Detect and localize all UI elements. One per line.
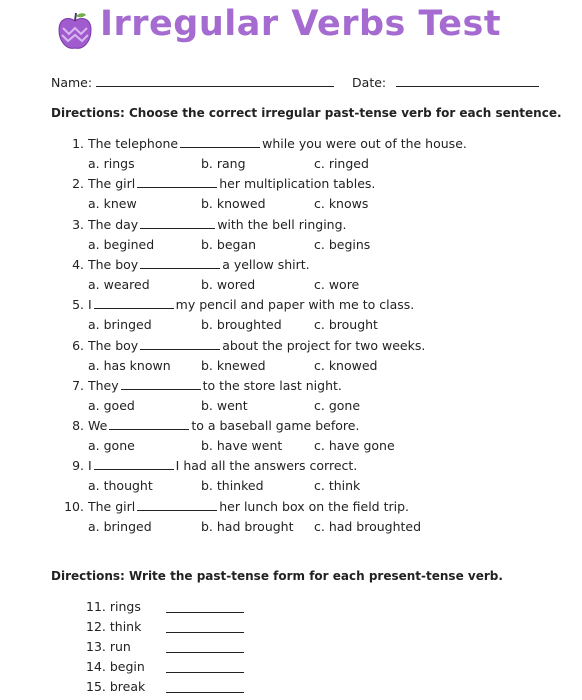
- option-b[interactable]: b. thinked: [201, 478, 264, 494]
- option-c[interactable]: c. knowed: [314, 357, 378, 373]
- option-c[interactable]: c. think: [314, 478, 361, 494]
- question-stem-end: about the project for two weeks.: [222, 337, 426, 353]
- answer-blank[interactable]: [94, 298, 174, 309]
- question-number: 5.: [72, 297, 84, 313]
- option-b[interactable]: b. went: [201, 397, 248, 413]
- question-10: [62, 499, 409, 514]
- answer-blank[interactable]: [94, 459, 174, 470]
- question-stem-end: a yellow shirt.: [222, 256, 310, 272]
- question-number: 3.: [72, 216, 84, 232]
- answer-blank[interactable]: [137, 500, 217, 511]
- option-c[interactable]: c. begins: [314, 236, 371, 252]
- answer-blank[interactable]: [180, 137, 260, 148]
- option-a[interactable]: a. bringed: [88, 317, 152, 333]
- question-4: [62, 257, 310, 272]
- option-a[interactable]: a. bringed: [88, 518, 152, 534]
- verb-item-14: [86, 659, 145, 674]
- question-3: [62, 217, 347, 232]
- question-2: [62, 176, 375, 191]
- question-number: 7.: [72, 377, 84, 393]
- answer-blank[interactable]: [137, 177, 217, 188]
- verb-item-15: [86, 679, 145, 694]
- question-1: [62, 136, 467, 151]
- question-stem-start: I: [87, 297, 92, 313]
- past-tense-blank[interactable]: [166, 662, 244, 673]
- answer-blank[interactable]: [140, 258, 220, 269]
- question-number: 9.: [72, 458, 84, 474]
- question-stem-end: I had all the answers correct.: [175, 458, 358, 474]
- question-stem-start: The girl: [87, 176, 136, 192]
- item-number: 15.: [86, 679, 106, 694]
- option-b[interactable]: b. wored: [201, 276, 256, 292]
- option-a[interactable]: a. begined: [88, 236, 155, 252]
- verb-item-13: [86, 639, 131, 654]
- verb-item-11: [86, 599, 141, 614]
- option-a[interactable]: a. knew: [88, 196, 137, 212]
- question-stem-start: The girl: [87, 498, 136, 514]
- directions-multiple-choice: Directions: Choose the correct irregular past-tense verb for each sentence.: [51, 106, 562, 120]
- question-8: [62, 418, 359, 433]
- answer-blank[interactable]: [109, 419, 189, 430]
- question-stem-end: while you were out of the house.: [262, 136, 467, 151]
- date-field[interactable]: [396, 76, 539, 87]
- option-b[interactable]: b. knowed: [201, 196, 266, 212]
- present-tense-verb: break: [109, 679, 146, 694]
- option-a[interactable]: a. thought: [88, 478, 153, 494]
- name-label: Name:: [51, 75, 93, 90]
- option-c[interactable]: c. had broughted: [314, 518, 422, 534]
- present-tense-verb: run: [109, 639, 131, 654]
- question-number: 6.: [72, 337, 84, 353]
- item-number: 13.: [86, 639, 106, 654]
- option-a[interactable]: a. gone: [88, 438, 135, 454]
- question-stem-start: The boy: [87, 337, 139, 353]
- question-7: [62, 378, 342, 393]
- option-c[interactable]: c. wore: [314, 276, 360, 292]
- date-label: Date:: [352, 75, 387, 90]
- apple-logo-icon: [55, 10, 95, 52]
- verb-item-12: [86, 619, 141, 634]
- past-tense-blank[interactable]: [166, 622, 244, 633]
- question-stem-start: They: [87, 377, 119, 393]
- directions-write: Directions: Write the past-tense form for each present-tense verb.: [51, 569, 503, 583]
- past-tense-blank[interactable]: [166, 682, 244, 693]
- answer-blank[interactable]: [140, 339, 220, 350]
- question-6: [62, 338, 425, 353]
- past-tense-blank[interactable]: [166, 642, 244, 653]
- item-number: 12.: [86, 619, 106, 634]
- option-b[interactable]: b. broughted: [201, 317, 282, 333]
- question-5: [62, 297, 414, 312]
- question-number: 8.: [72, 418, 84, 434]
- question-stem-start: We: [87, 418, 108, 434]
- present-tense-verb: think: [109, 619, 142, 634]
- option-a[interactable]: a. has known: [88, 357, 171, 373]
- present-tense-verb: begin: [109, 659, 145, 674]
- question-stem-start: I: [87, 458, 92, 474]
- option-a[interactable]: a. weared: [88, 276, 150, 292]
- option-c[interactable]: c. ringed: [314, 156, 369, 171]
- answer-blank[interactable]: [140, 218, 215, 229]
- question-stem-end: her multiplication tables.: [219, 176, 376, 192]
- question-stem-end: my pencil and paper with me to class.: [175, 297, 415, 313]
- option-b[interactable]: b. rang: [201, 156, 246, 171]
- name-date-row: [51, 75, 539, 90]
- question-number: 10.: [64, 498, 84, 514]
- question-stem-end: with the bell ringing.: [217, 216, 347, 232]
- question-9: [62, 458, 357, 473]
- option-c[interactable]: c. have gone: [314, 438, 395, 454]
- question-number: 1.: [72, 136, 84, 151]
- question-stem-end: to the store last night.: [202, 377, 342, 393]
- option-b[interactable]: b. began: [201, 236, 257, 252]
- question-number: 4.: [72, 256, 84, 272]
- item-number: 14.: [86, 659, 106, 674]
- name-field[interactable]: [96, 76, 334, 87]
- option-c[interactable]: c. gone: [314, 397, 361, 413]
- question-stem-start: The day: [87, 216, 139, 232]
- option-b[interactable]: b. have went: [201, 438, 283, 454]
- option-a[interactable]: a. goed: [88, 397, 135, 413]
- present-tense-verb: rings: [109, 599, 141, 614]
- past-tense-blank[interactable]: [166, 602, 244, 613]
- option-b[interactable]: b. knewed: [201, 357, 266, 373]
- item-number: 11.: [86, 599, 106, 614]
- option-c[interactable]: c. brought: [314, 317, 378, 333]
- question-stem-start: The telephone: [87, 136, 179, 151]
- option-a[interactable]: a. rings: [88, 156, 135, 171]
- question-number: 2.: [72, 176, 84, 192]
- question-stem-end: her lunch box on the field trip.: [219, 498, 410, 514]
- option-b[interactable]: b. had brought: [201, 518, 294, 534]
- page-title: Irregular Verbs Test: [100, 4, 502, 44]
- question-stem-start: The boy: [87, 256, 139, 272]
- answer-blank[interactable]: [121, 379, 201, 390]
- option-c[interactable]: c. knows: [314, 196, 369, 212]
- question-stem-end: to a baseball game before.: [191, 418, 360, 434]
